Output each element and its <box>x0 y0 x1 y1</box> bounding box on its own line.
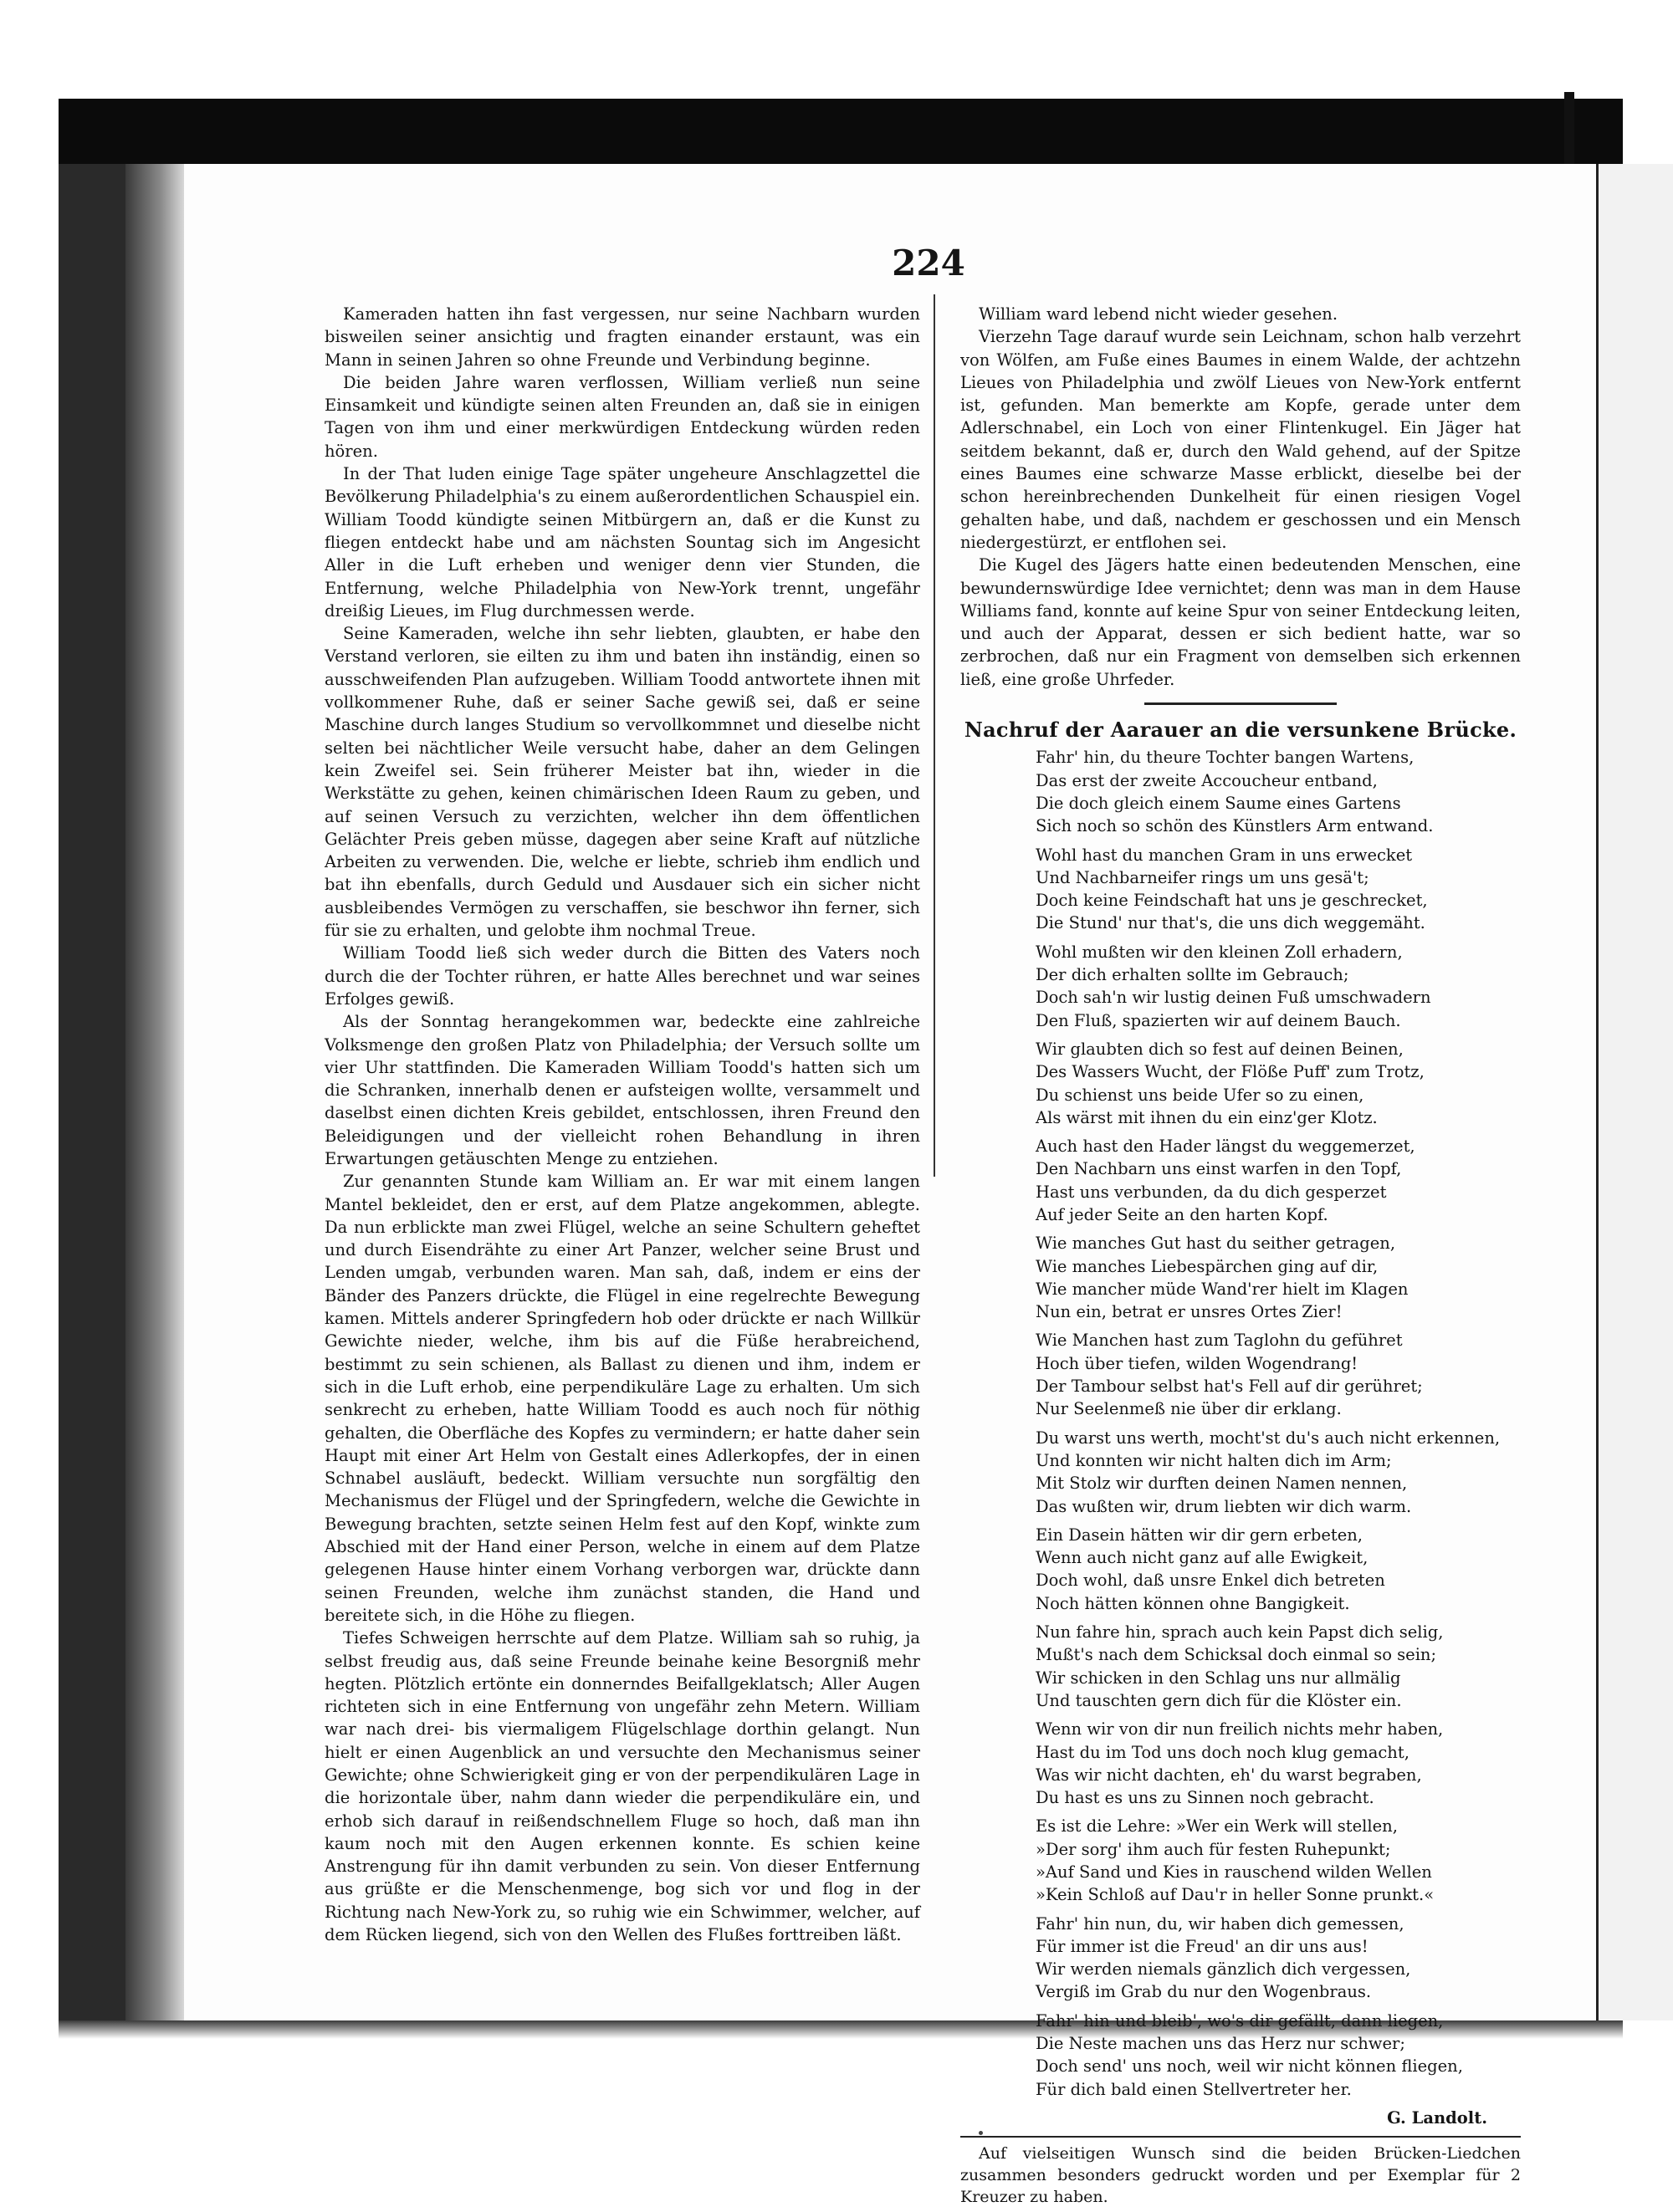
poem-line: Wie Manchen hast zum Taglohn du geführet <box>1036 1331 1403 1351</box>
poem-stanza <box>1036 1135 1521 1226</box>
facing-page-edge <box>1596 164 1673 2020</box>
poem-line: Nur Seelenmeß nie über dir erklang. <box>1036 1399 1342 1419</box>
poem-line: Es ist die Lehre: »Wer ein Werk will stellen, <box>1036 1816 1398 1837</box>
poem-stanza <box>1036 1718 1521 1809</box>
poem-stanza <box>1036 1815 1521 1906</box>
paragraph: Die Kugel des Jägers hatte einen bedeutenden Menschen, eine bewundernswürdige Idee vernichtet; denn was man in dem Hause Williams fand, konnte auf keine Spur von seiner Entdeckung leiten, und auch der Apparat, dessen er sich bedient hatte, war so zerbrochen, daß nur ein Fragment von demselben sich erkennen ließ, eine große Uhrfeder. <box>960 555 1521 689</box>
poem-line: Hast uns verbunden, da du dich gesperzet <box>1036 1182 1387 1202</box>
poem-line: Die doch gleich einem Saume eines Gartens <box>1036 793 1401 813</box>
poem-line: Den Nachbarn uns einst warfen in den Topf, <box>1036 1159 1402 1179</box>
poem-line: Des Wassers Wucht, der Flöße Puff' zum Trotz, <box>1036 1062 1425 1082</box>
poem-line: Du schienst uns beide Ufer so zu einen, <box>1036 1085 1364 1105</box>
poem-line: Sich noch so schön des Künstlers Arm entwand. <box>1036 816 1434 836</box>
poem-line: Die Neste machen uns das Herz nur schwer; <box>1036 2034 1405 2054</box>
poem-line: Den Fluß, spazierten wir auf deinem Bauch. <box>1036 1010 1401 1030</box>
poem-line: Was wir nicht dachten, eh' du warst begraben, <box>1036 1765 1422 1785</box>
poem-line: Und Nachbarneifer rings um uns gesä't; <box>1036 867 1369 887</box>
poem-line: »Kein Schloß auf Dau'r in heller Sonne prunkt.« <box>1036 1885 1435 1905</box>
paragraph: William Toodd ließ sich weder durch die Bitten des Vaters noch durch die der Tochter rühren, er hatte Alles berechnet und war seines Erfolges gewiß. <box>325 943 920 1009</box>
poem-author: G. Landolt. <box>1387 2107 1487 2128</box>
poem-stanza <box>1036 1427 1521 1518</box>
poem-line: Fahr' hin und bleib', wo's dir gefällt, dann liegen, <box>1036 2010 1444 2031</box>
poem-line: »Auf Sand und Kies in rauschend wilden Wellen <box>1036 1862 1432 1882</box>
poem-line: Nun fahre hin, sprach auch kein Papst dich selig, <box>1036 1622 1444 1642</box>
poem-stanza <box>1036 1621 1521 1712</box>
poem-line: Wohl hast du manchen Gram in uns erwecket <box>1036 845 1413 865</box>
section-rule <box>1144 702 1337 705</box>
poem-line: Der dich erhalten sollte im Gebrauch; <box>1036 965 1349 985</box>
gutter-shadow <box>125 164 184 2020</box>
poem-line: Und konnten wir nicht halten dich im Arm; <box>1036 1450 1392 1470</box>
right-column <box>960 303 1521 2208</box>
paragraph: Als der Sonntag herangekommen war, bedeckte eine zahlreiche Volksmenge den großen Platz von Philadelphia; der Versuch sollte um vier Uhr stattfinden. Die Kameraden William Toodd's hatten sich um die Schranken, innerhalb denen er aufsteigen wollte, versammelt und daselbst einen dichten Kreis gebildet, entschlossen, ihren Freund den Beleidigungen und der vielleicht rohen Behandlung in ihren Erwartungen getäuschten Menge zu entziehen. <box>325 1012 920 1168</box>
poem-line: Hast du im Tod uns doch noch klug gemacht, <box>1036 1742 1410 1762</box>
column-divider <box>934 294 935 1177</box>
paragraph: Vierzehn Tage darauf wurde sein Leichnam, schon halb verzehrt von Wölfen, am Fuße eines Baumes in einem Walde, der achtzehn Lieues von Philadelphia und zwölf Lieues von New-York entfernt ist, gefunden. Man bemerkte am Kopfe, gerade unter dem Adlerschnabel, ein Loch von einer Flintenkugel. Ein Jäger hat seitdem bekannt, daß er, durch den Wald gehend, auf der Spitze eines Baumes eine schwarze Masse erblickt, dieselbe bei der schon hereinbrechenden Dunkelheit für einen riesigen Vogel gehalten habe, und daß, nachdem er geschossen und ein Mensch niedergestürzt, er entflohen sei. <box>960 327 1521 552</box>
poem-line: Noch hätten können ohne Bangigkeit. <box>1036 1593 1350 1613</box>
paragraph: Zur genannten Stunde kam William an. Er war mit einem langen Mantel bekleidet, den er erst, auf dem Platze angekommen, ablegte. Da nun erblickte man zwei Flügel, welche an seine Schultern geheftet und durch Eisendrähte zu einer Art Panzer, welcher seine Brust und Lenden umgab, verbunden waren. Man sah, daß, indem er eins der Bänder des Panzers drückte, die Flügel in eine regelrechte Bewegung kamen. Mittels anderer Springfedern hob oder drückte er nach Willkür Gewichte nieder, welche, ihm bis auf die Füße herabreichend, bestimmt zu sein schienen, als Ballast zu dienen und ihm, indem er sich in die Luft erhob, eine perpendikuläre Lage zu erhalten. Um sich senkrecht zu erheben, hatte William Toodd es auch noch für nöthig gehalten, die Oberfläche des Kopfes zu vermindern; er hatte daher sein Haupt mit einer Art Helm von Gestalt eines Adlerkopfes, der in einen Schnabel ausläuft, bedeckt. William versuchte nun sorgfältig den Mechanismus der Flügel und der Springfedern, welche die Gewichte in Bewegung brachten, setzte seinen Helm fest auf den Kopf, winkte zum Abschied mit der Hand einer Person, welche in einem auf dem Platze gelegenen Hause hinter einem Vorhang verborgen war, drückte dann seinen Freunden, welche ihm zunächst standen, die Hand und bereitete sich, in die Höhe zu fliegen. <box>325 1172 920 1625</box>
poem-line: »Der sorg' ihm auch für festen Ruhepunkt; <box>1036 1839 1391 1859</box>
poem-line: Das erst der zweite Accoucheur entband, <box>1036 770 1378 790</box>
poem-stanza <box>1036 941 1521 1032</box>
poem-line: Fahr' hin nun, du, wir haben dich gemessen, <box>1036 1913 1404 1934</box>
poem-line: Der Tambour selbst hat's Fell auf dir gerühret; <box>1036 1377 1423 1397</box>
poem-line: Doch wohl, daß unsre Enkel dich betreten <box>1036 1571 1385 1591</box>
poem-line: Das wußten wir, drum liebten wir dich warm. <box>1036 1496 1412 1516</box>
poem-line: Doch sah'n wir lustig deinen Fuß umschwadern <box>1036 988 1431 1008</box>
footnote: Auf vielseitigen Wunsch sind die beiden Brücken-Liedchen zusammen besonders gedruckt worden und per Exemplar für 2 Kreuzer zu haben. <box>960 2144 1521 2207</box>
paragraph: In der That luden einige Tage später ungeheure Anschlagzettel die Bevölkerung Philadelphia's zu einem außerordentlichen Schauspiel ein. William Toodd kündigte seinen Mitbürgern an, daß er die Kunst zu fliegen entdeckt habe und am nächsten Sountag sich im Angesicht Aller in die Luft erheben und weniger denn vier Stunden, die Entfernung, welche Philadelphia von New-York trennt, ungefähr dreißig Lieues, im Flug durchmessen werde. <box>325 464 920 621</box>
poem-line: Auch hast den Hader längst du weggemerzet, <box>1036 1137 1415 1157</box>
poem-line: Doch send' uns noch, weil wir nicht können fliegen, <box>1036 2056 1463 2077</box>
poem-stanza <box>1036 1329 1521 1420</box>
poem-body <box>960 746 1521 2101</box>
left-column <box>325 303 920 1946</box>
poem-line: Wohl mußten wir den kleinen Zoll erhadern, <box>1036 942 1403 962</box>
paragraph: Die beiden Jahre waren verflossen, William verließ nun seine Einsamkeit und kündigte seinen alten Freunden an, daß sie in einigen Tagen von ihm und einer merkwürdigen Entdeckung würden reden hören. <box>325 372 920 461</box>
paragraph: Seine Kameraden, welche ihn sehr liebten, glaubten, er habe den Verstand verloren, sie eilten zu ihm und baten ihn inständig, einen so ausschweifenden Plan aufzugeben. William Toodd antwortete ihnen mit vollkommener Ruhe, daß er seiner Sache gewiß sei, daß er seine Maschine durch langes Studium so vervollkommnet und dieselbe nicht selten bei nächtlicher Weile versucht habe, daher an dem Gelingen kein Zweifel sei. Sein früherer Meister bat ihn, wieder in die Werkstätte zu gehen, keinen chimärischen Ideen Raum zu geben, und auf seinen Versuch zu verzichten, welcher ihn dem öffentlichen Gelächter Preis geben müsse, dagegen aber seine Kraft auf nützliche Arbeiten zu verwenden. Die, welche er liebte, schrieb ihm endlich und bat ihn ebenfalls, durch Geduld und Ausdauer sich ein sicher nicht ausbleibendes Vermögen zu verschaffen, sie beschwor ihn ferner, sich für sie zu erhalten, und gelobte ihm nochmal Treue. <box>325 624 920 941</box>
poem-title: Nachruf der Aarauer an die versunkene Brücke. <box>964 718 1517 743</box>
poem-line: Nun ein, betrat er unsres Ortes Zier! <box>1036 1302 1343 1322</box>
poem-line: Wir glaubten dich so fest auf deinen Beinen, <box>1036 1039 1404 1059</box>
poem-stanza <box>1036 844 1521 935</box>
poem-line: Wenn wir von dir nun freilich nichts mehr haben, <box>1036 1719 1444 1739</box>
poem-stanza <box>1036 1913 1521 2004</box>
poem-line: Hoch über tiefen, wilden Wogendrang! <box>1036 1353 1358 1373</box>
poem-line: Auf jeder Seite an den harten Kopf. <box>1036 1204 1328 1224</box>
poem-line: Du warst uns werth, mocht'st du's auch nicht erkennen, <box>1036 1428 1501 1448</box>
paragraph: Kameraden hatten ihn fast vergessen, nur seine Nachbarn wurden bisweilen seiner ansichtig und fragten einander erstaunt, was ein Mann in seinen Jahren so ohne Freunde und Verbindung beginne. <box>325 304 920 370</box>
poem-line: Wie manches Liebespärchen ging auf dir, <box>1036 1256 1379 1276</box>
poem-line: Als wärst mit ihnen du ein einz'ger Klotz. <box>1036 1107 1378 1127</box>
poem-stanza <box>1036 1038 1521 1129</box>
poem-line: Und tauschten gern dich für die Klöster ein. <box>1036 1690 1402 1710</box>
poem-line: Doch keine Feindschaft hat uns je geschrecket, <box>1036 891 1428 911</box>
poem-line: Vergiß im Grab du nur den Wogenbraus. <box>1036 1982 1372 2002</box>
poem-line: Wie manches Gut hast du seither getragen, <box>1036 1234 1396 1254</box>
poem-line: Wir werden niemals gänzlich dich vergessen, <box>1036 1959 1411 1980</box>
page-number: 224 <box>892 243 965 284</box>
poem-line: Für immer ist die Freud' an dir uns aus! <box>1036 1936 1369 1956</box>
poem-stanza <box>1036 1524 1521 1615</box>
poem-line: Fahr' hin, du theure Tochter bangen Wartens, <box>1036 748 1415 768</box>
poem-line: Für dich bald einen Stellvertreter her. <box>1036 2079 1352 2099</box>
poem-line: Die Stund' nur that's, die uns dich weggemäht. <box>1036 913 1425 933</box>
poem-stanza <box>1036 1232 1521 1323</box>
poem-line: Du hast es uns zu Sinnen noch gebracht. <box>1036 1788 1374 1808</box>
poem-stanza <box>1036 746 1521 837</box>
paragraph: Tiefes Schweigen herrschte auf dem Platze. William sah so ruhig, ja selbst freudig aus, daß seine Freunde beinahe keine Besorgniß mehr hegten. Plötzlich ertönte ein donnerndes Beifallgeklatsch; Aller Augen richteten sich in eine Entfernung von ungefähr zehn Metern. William war nach drei- bis viermaligem Flügelschlage dorthin gelangt. Nun hielt er einen Augenblick an und versuchte den Mechanismus seiner Gewichte; ohne Schwierigkeit ging er von der perpendikulären Lage in die horizontale über, nahm dann wieder die perpendikuläre ein, und erhob sich darauf in reißendschnellem Fluge so hoch, daß man ihn kaum noch mit den Augen erkennen konnte. Es schien keine Anstrengung für ihn damit verbunden zu sein. Von dieser Entfernung aus grüßte er die Menschenmenge, bog sich vor und flog in der Richtung nach New-York zu, so ruhig wie ein Schwimmer, welcher, auf dem Rücken liegend, sich von den Wellen des Flußes forttreiben läßt. <box>325 1628 920 1945</box>
scan-top-border <box>59 99 1623 164</box>
poem-line: Ein Dasein hätten wir dir gern erbeten, <box>1036 1525 1363 1545</box>
paragraph: William ward lebend nicht wieder gesehen. <box>979 304 1338 324</box>
poem-line: Wie mancher müde Wand'rer hielt im Klagen <box>1036 1279 1409 1299</box>
footnote-rule <box>960 2136 1521 2138</box>
poem-line: Mußt's nach dem Schicksal doch einmal so sein; <box>1036 1645 1437 1665</box>
scan-speck <box>979 2131 983 2135</box>
poem-stanza <box>1036 2010 1521 2101</box>
poem-line: Mit Stolz wir durften deinen Namen nennen, <box>1036 1474 1408 1494</box>
poem-line: Wir schicken in den Schlag uns nur allmälig <box>1036 1668 1401 1688</box>
poem-line: Wenn auch nicht ganz auf alle Ewigkeit, <box>1036 1548 1369 1568</box>
